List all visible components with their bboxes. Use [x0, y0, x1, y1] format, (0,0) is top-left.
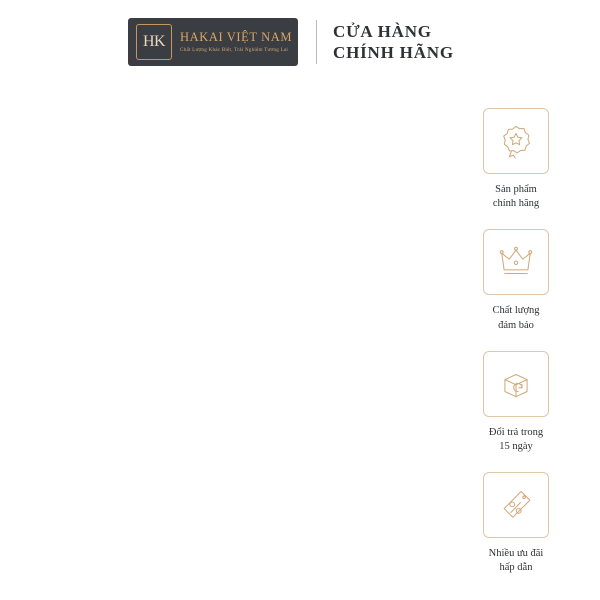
- crown-icon: [497, 243, 535, 281]
- return-box-icon: [497, 365, 535, 403]
- slogan-line-2: CHÍNH HÃNG: [333, 43, 454, 62]
- logo-monogram-icon: [136, 24, 172, 60]
- feature-caption: [493, 183, 539, 211]
- feature-caption: [489, 547, 544, 575]
- logo-tagline: Chất Lượng Khác Biệt, Trải Nghiệm Tương Lai: [180, 46, 289, 53]
- feature-caption-line-1: Chất lượng: [492, 305, 540, 317]
- feature-caption-line-1: Đổi trả trong: [488, 426, 544, 438]
- logo-text-block: [180, 31, 292, 53]
- feature-icon-box: [483, 351, 549, 417]
- feature-icon-box: [483, 472, 549, 538]
- logo-brand-name: HAKAI VIỆT NAM: [180, 30, 293, 44]
- feature-caption-line-1: Sản phẩm: [495, 184, 537, 195]
- feature-item-quality[interactable]: [468, 229, 564, 332]
- brand-slogan: [333, 21, 454, 64]
- feature-caption-line-2: chính hãng: [492, 198, 540, 210]
- brand-divider: [316, 20, 317, 64]
- feature-caption-line-2: đảm bảo: [498, 319, 534, 331]
- badge-star-icon: [497, 122, 535, 160]
- brand-header: [128, 18, 454, 66]
- feature-item-offers[interactable]: [468, 472, 564, 575]
- feature-item-returns[interactable]: [468, 351, 564, 454]
- slogan-line-1: CỬA HÀNG: [333, 21, 432, 41]
- feature-caption: [489, 426, 543, 454]
- logo-monogram-text: HK: [142, 33, 166, 50]
- feature-rail: [468, 108, 564, 593]
- discount-tag-icon: [497, 486, 535, 524]
- feature-icon-box: [483, 108, 549, 174]
- logo-plate[interactable]: [128, 18, 298, 66]
- feature-caption-line-1: Nhiều ưu đãi: [488, 548, 544, 560]
- feature-caption: [492, 304, 539, 332]
- feature-icon-box: [483, 229, 549, 295]
- feature-item-authentic[interactable]: [468, 108, 564, 211]
- feature-caption-line-2: hấp dẫn: [499, 562, 533, 574]
- feature-caption-line-2: 15 ngày: [499, 440, 533, 452]
